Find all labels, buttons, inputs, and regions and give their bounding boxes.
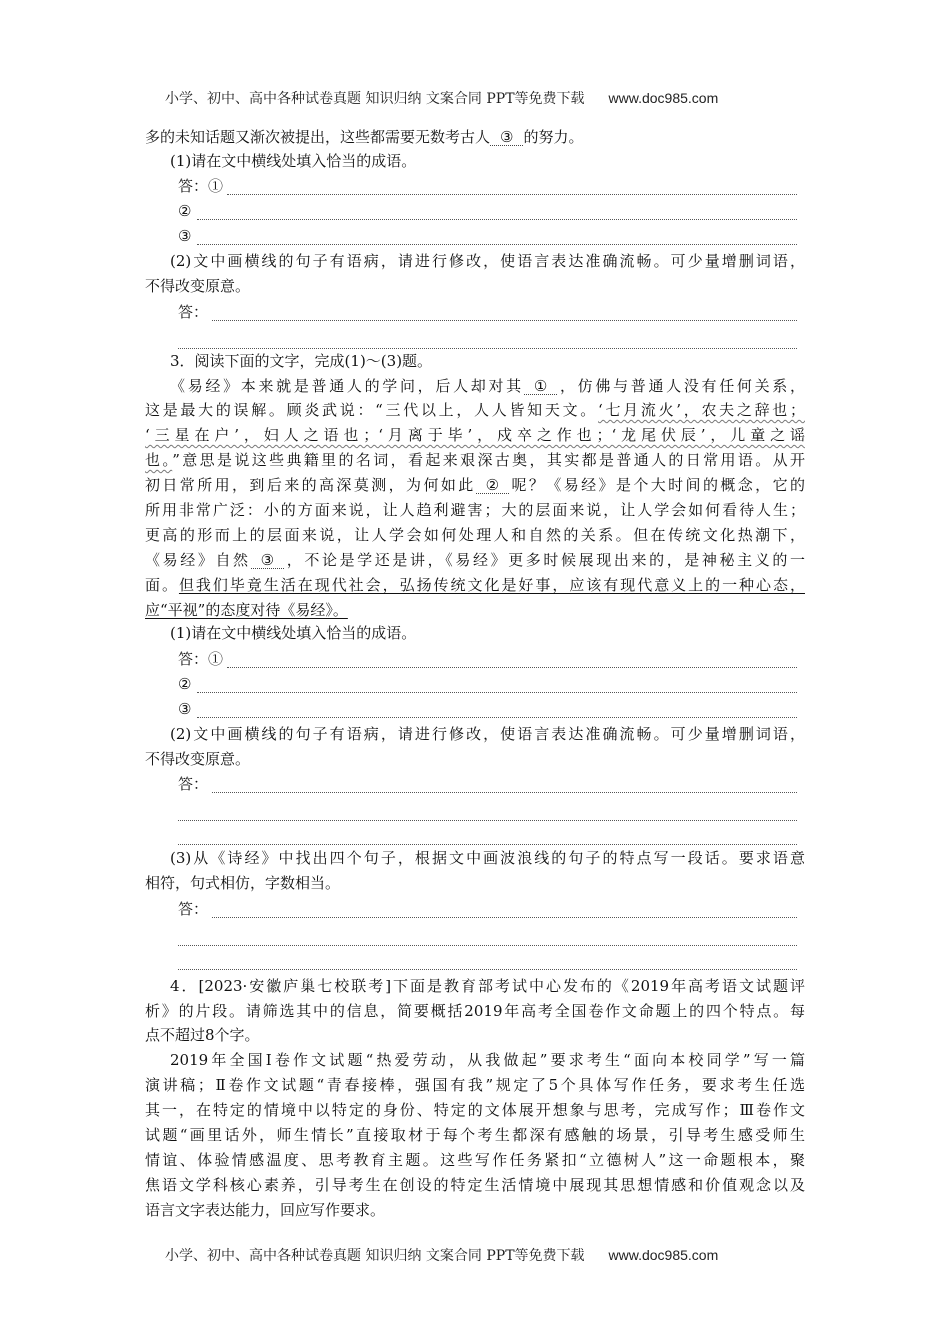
text-line (178, 699, 191, 719)
text-line (170, 1050, 805, 1070)
footer-url: www.doc985.com (608, 1247, 719, 1263)
page-header (165, 88, 718, 108)
text-segment: 《易经》本来就是普通人的学问，后人却对其 (170, 377, 524, 395)
text-segment: 点不超过8个字。 (145, 1026, 260, 1044)
text-line (145, 600, 348, 620)
text-segment: ③ (178, 227, 192, 245)
text-segment: (1)请在文中横线处填入恰当的成语。 (170, 624, 417, 642)
underlined-sentence: 但我们毕竟生活在现代社会，弘扬传统文化是好事，应该有现代意义上的一种心态， (178, 576, 805, 594)
answer-line[interactable] (227, 667, 797, 668)
text-line (170, 976, 805, 996)
text-line (145, 1150, 805, 1170)
wavy-underlined-text: 也。 (145, 451, 173, 469)
answer-blank[interactable]: ① (524, 378, 557, 395)
text-segment: 其一，在特定的情境中以特定的身份、特定的文体展开想象与思考，完成写作；Ⅲ卷作文 (145, 1101, 805, 1119)
text-line (170, 623, 416, 643)
text-line (145, 1100, 805, 1120)
text-segment: (1)请在文中横线处填入恰当的成语。 (170, 152, 417, 170)
text-segment: 所用非常广泛：小的方面来说，让人趋利避害；大的层面来说，让人学会如何看待人生； (145, 501, 805, 519)
text-line (178, 774, 208, 794)
text-segment: 不得改变原意。 (145, 750, 251, 768)
answer-line[interactable] (227, 194, 797, 195)
text-segment: 答：① (178, 650, 224, 668)
answer-blank[interactable]: ③ (251, 552, 284, 569)
text-line (145, 1075, 805, 1095)
footer-text: 小学、初中、高中各种试卷真题 知识归纳 文案合同 PPT等免费下载 (165, 1248, 585, 1264)
text-segment: ② (178, 675, 192, 693)
text-line (145, 127, 583, 147)
wavy-underlined-text: ‘七月流火’，农夫之辞也； (598, 401, 805, 419)
text-segment: 面。 (145, 576, 179, 594)
text-segment: 这是最大的误解。顾炎武说：“三代以上，人人皆知天文。 (145, 401, 598, 419)
text-line (145, 450, 805, 470)
answer-line[interactable] (197, 244, 797, 245)
text-segment: 焦语文学科核心素养，引导考生在创设的特定生活情境中展现其思想情感和价值观念以及 (145, 1176, 805, 1194)
answer-line[interactable] (178, 969, 797, 970)
text-line (145, 1001, 805, 1021)
text-segment: 初日常所用，到后来的高深莫测，为何如此 (145, 476, 476, 494)
text-line (178, 176, 223, 196)
answer-blank[interactable]: ② (476, 477, 509, 494)
text-line (170, 351, 432, 371)
text-segment: ，不论是学还是讲，《易经》更多时候展现出来的，是神秘主义的一 (284, 551, 805, 569)
answer-line[interactable] (212, 917, 797, 918)
text-segment: (2)文中画横线的句子有语病，请进行修改，使语言表达准确流畅。可少量增删词语， (170, 725, 805, 743)
answer-line[interactable] (178, 844, 797, 845)
text-line (145, 425, 805, 445)
answer-line[interactable] (212, 320, 797, 321)
text-line (178, 899, 208, 919)
text-line (145, 749, 250, 769)
text-segment: (3)从《诗经》中找出四个句子，根据文中画波浪线的句子的特点写一段话。要求语意 (170, 849, 805, 867)
text-segment: 演讲稿；Ⅱ卷作文试题“青春接棒，强国有我”规定了5个具体写作任务，要求考生任选 (145, 1076, 805, 1094)
text-line (170, 376, 805, 396)
answer-line[interactable] (178, 945, 797, 946)
text-segment: ，仿佛与普通人没有任何关系， (557, 377, 805, 395)
text-line (170, 848, 805, 868)
text-segment: ③ (178, 700, 192, 718)
answer-line[interactable] (212, 792, 797, 793)
header-text: 小学、初中、高中各种试卷真题 知识归纳 文案合同 PPT等免费下载 (165, 91, 585, 107)
text-segment: 语言文字表达能力，回应写作要求。 (145, 1201, 386, 1219)
text-line (178, 201, 191, 221)
text-line (145, 1200, 385, 1220)
text-line (145, 550, 805, 570)
text-line (178, 302, 208, 322)
header-url: www.doc985.com (608, 90, 719, 106)
answer-blank[interactable]: ③ (490, 129, 523, 146)
text-segment: 不得改变原意。 (145, 277, 251, 295)
text-segment: 答： (178, 775, 209, 793)
text-line (145, 1025, 260, 1045)
text-line (145, 1125, 805, 1145)
text-line (145, 873, 340, 893)
answer-line[interactable] (197, 717, 797, 718)
text-segment: 相符，句式相仿，字数相当。 (145, 874, 341, 892)
answer-line[interactable] (178, 348, 797, 349)
text-line (178, 226, 191, 246)
text-line (145, 475, 805, 495)
text-line (145, 400, 805, 420)
answer-line[interactable] (178, 820, 797, 821)
wavy-underlined-text: ‘三星在户’，妇人之语也；‘月离于毕’，戍卒之作也；‘龙尾伏辰’，儿童之谣 (145, 426, 805, 444)
text-line (145, 575, 805, 595)
text-segment: 析》的片段。请筛选其中的信息，简要概括2019年高考全国卷作文命题上的四个特点。每 (145, 1002, 805, 1020)
text-segment: 答：① (178, 177, 224, 195)
underlined-sentence: 应“平视”的态度对待《易经》。 (145, 601, 348, 619)
page-footer (165, 1245, 718, 1265)
text-segment: 情谊、体验情感温度、思考教育主题。这些写作任务紧扣“立德树人”这一命题根本，聚 (145, 1151, 805, 1169)
text-line (170, 724, 805, 744)
text-line (178, 649, 223, 669)
text-segment: ”意思是说这些典籍里的名词，看起来艰深古奥，其实都是普通人的日常用语。从开 (172, 451, 805, 469)
text-line (145, 500, 805, 520)
text-segment: 2019年全国Ⅰ卷作文试题“热爱劳动，从我做起”要求考生“面向本校同学”写一篇 (170, 1051, 805, 1069)
text-segment: 试题“画里话外，师生情长”直接取材于每个考生都深有感触的场景，引导考生感受师生 (145, 1126, 805, 1144)
text-line (145, 525, 805, 545)
text-segment: 3．阅读下面的文字，完成(1)～(3)题。 (170, 352, 433, 370)
text-segment: (2)文中画横线的句子有语病，请进行修改，使语言表达准确流畅。可少量增删词语， (170, 252, 805, 270)
text-segment: 4．[2023·安徽庐巢七校联考]下面是教育部考试中心发布的《2019年高考语文试题评 (170, 977, 805, 995)
text-segment: 答： (178, 900, 209, 918)
text-segment: 答： (178, 303, 209, 321)
text-segment: 多的未知话题又渐次被提出，这些都需要无数考古人 (145, 128, 491, 146)
text-line (178, 674, 191, 694)
text-segment: ② (178, 202, 192, 220)
answer-line[interactable] (197, 692, 797, 693)
text-segment: 呢？《易经》是个大时间的概念，它的 (509, 476, 805, 494)
text-line (145, 276, 250, 296)
text-line (145, 1175, 805, 1195)
text-line (170, 251, 805, 271)
text-segment: 《易经》自然 (145, 551, 251, 569)
answer-line[interactable] (197, 219, 797, 220)
text-segment: 更高的形而上的层面来说，让人学会如何处理人和自然的关系。但在传统文化热潮下， (145, 526, 805, 544)
text-segment: 的努力。 (523, 128, 584, 146)
text-line (170, 151, 416, 171)
